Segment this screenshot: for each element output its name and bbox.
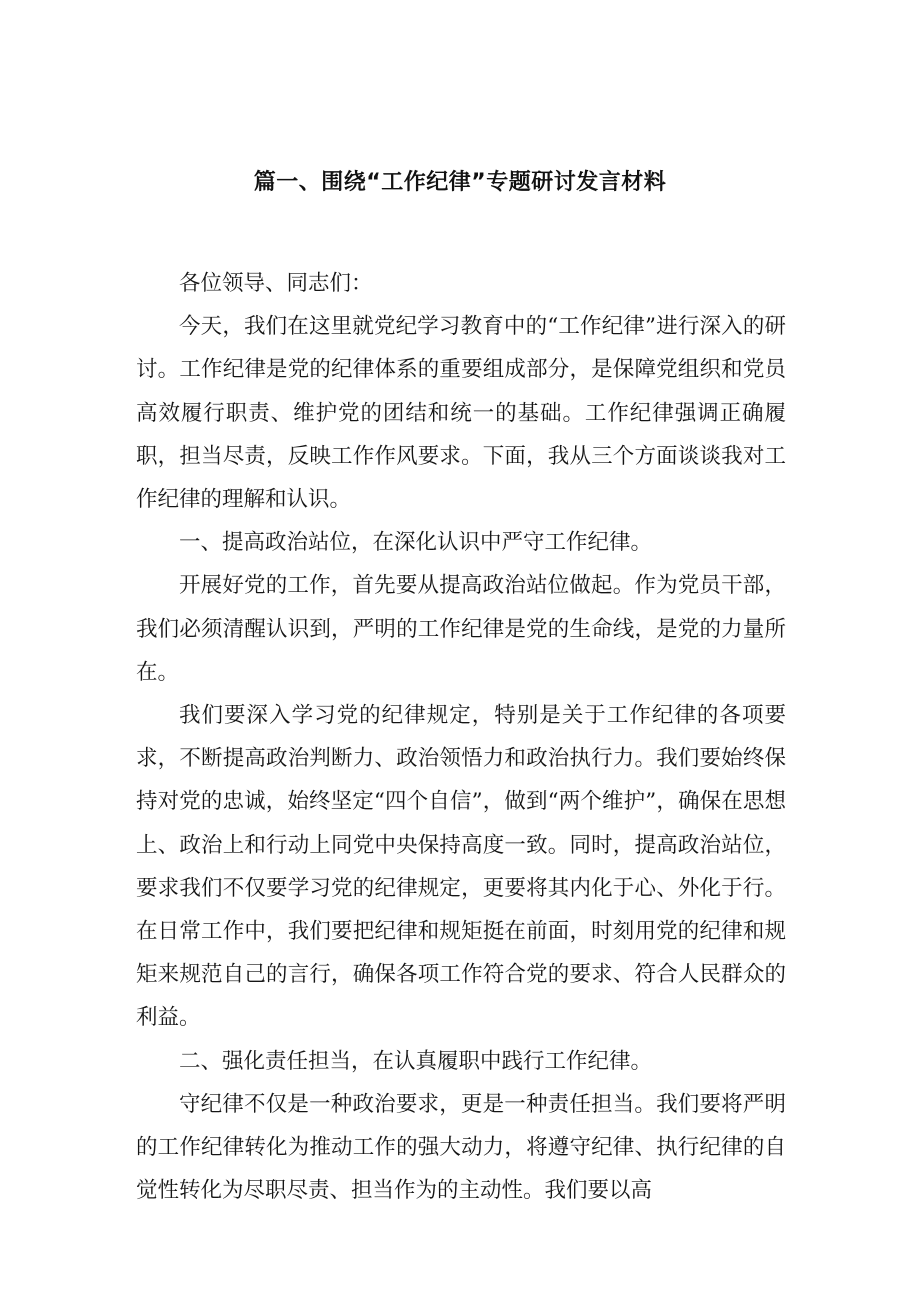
salutation-paragraph: 各位领导、同志们： (179, 271, 373, 296)
section-heading-1: 一、提高政治站位，在深化认识中严守工作纪律。 (179, 530, 653, 556)
body-paragraph: 我们要深入学习党的纪律规定，特别是关于工作纪律的各项要求，不断提高政治判断力、政治领悟力和政治执行力。我们要始终保持对党的忠诚，始终坚定“四个自信”，做到“两个维护”，确保在思想上、政治上和行动上同党中央保持高度一致。同时，提高政治站位，要求我们不仅要学习党的纪律规定，更要将其内化于心、外化于行。在日常工作中，我们要把纪律和规矩挺在前面，时刻用党的纪律和规矩来规范自己的言行，确保各项工作符合党的要求、符合人民群众的利益。 (136, 703, 786, 1031)
document-title: 篇一、围绕“工作纪律”专题研讨发言材料 (253, 170, 667, 195)
body-paragraph: 开展好党的工作，首先要从提高政治站位做起。作为党员干部，我们必须清醒认识到，严明的工作纪律是党的生命线，是党的力量所在。 (136, 573, 786, 685)
document-body (136, 262, 786, 1212)
body-paragraph: 守纪律不仅是一种政治要求，更是一种责任担当。我们要将严明的工作纪律转化为推动工作的强大动力，将遵守纪律、执行纪律的自觉性转化为尽职尽责、担当作为的主动性。我们要以高 (136, 1091, 786, 1204)
intro-paragraph: 今天，我们在这里就党纪学习教育中的“工作纪律”进行深入的研讨。工作纪律是党的纪律体系的重要组成部分，是保障党组织和党员高效履行职责、维护党的团结和统一的基础。工作纪律强调正确履职，担当尽责，反映工作作风要求。下面，我从三个方面谈谈我对工作纪律的理解和认识。 (136, 314, 786, 513)
section-heading-2: 二、强化责任担当，在认真履职中践行工作纪律。 (179, 1048, 653, 1074)
